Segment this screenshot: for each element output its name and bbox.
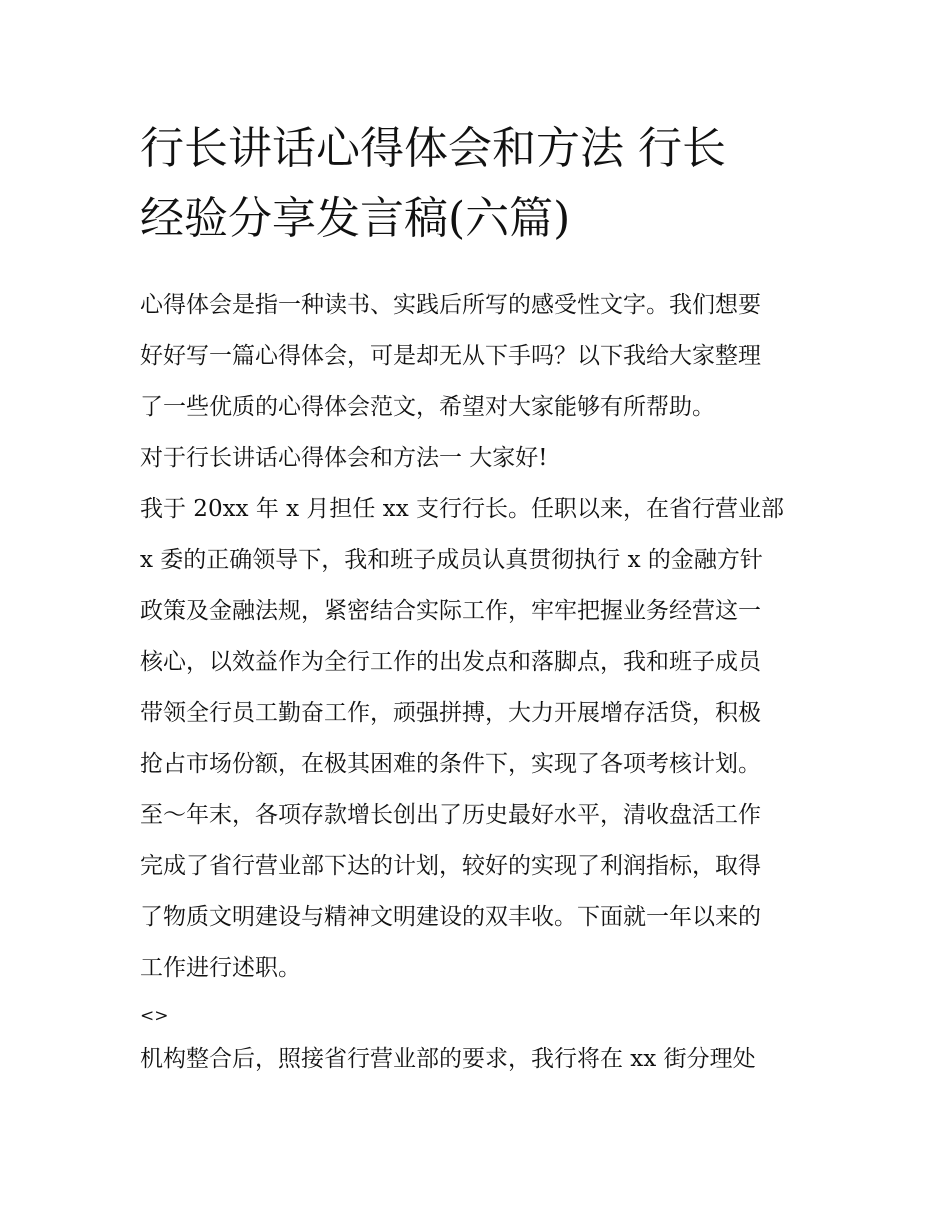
body-line: 带领全行员工勤奋工作，顽强拼搏，大力开展增存活贷，积极	[140, 700, 761, 726]
body-line: 对于行长讲话心得体会和方法一 大家好!	[140, 445, 548, 471]
body-line: 工作进行述职。	[140, 955, 301, 981]
body-line: 心得体会是指一种读书、实践后所写的感受性文字。我们想要	[140, 292, 761, 318]
body-line: x 委的正确领导下，我和班子成员认真贯彻执行 x 的金融方针	[140, 547, 763, 573]
body-line: 政策及金融法规，紧密结合实际工作，牢牢把握业务经营这一	[140, 598, 761, 624]
title-line-1: 行长讲话心得体会和方法 行长	[140, 123, 726, 174]
body-line: 至～年末，各项存款增长创出了历史最好水平，清收盘活工作	[140, 802, 761, 828]
title-line-2: 经验分享发言稿(六篇)	[140, 193, 571, 244]
body-line: 好好写一篇心得体会，可是却无从下手吗？以下我给大家整理	[140, 343, 761, 369]
body-line: 抢占市场份额，在极其困难的条件下，实现了各项考核计划。	[140, 751, 761, 777]
body-line: 了物质文明建设与精神文明建设的双丰收。下面就一年以来的	[140, 904, 761, 930]
body-line: 我于 20xx 年 x 月担任 xx 支行行长。任职以来，在省行营业部	[140, 496, 784, 522]
body-line: 了一些优质的心得体会范文，希望对大家能够有所帮助。	[140, 394, 715, 420]
body-line: 核心，以效益作为全行工作的出发点和落脚点，我和班子成员	[140, 649, 761, 675]
body-line-placeholder: <>	[140, 1006, 169, 1026]
document-title	[140, 114, 830, 254]
body-line: 完成了省行营业部下达的计划，较好的实现了利润指标，取得	[140, 853, 761, 879]
document-body	[140, 280, 830, 1085]
body-line: 机构整合后，照接省行营业部的要求，我行将在 xx 街分理处	[140, 1046, 756, 1072]
